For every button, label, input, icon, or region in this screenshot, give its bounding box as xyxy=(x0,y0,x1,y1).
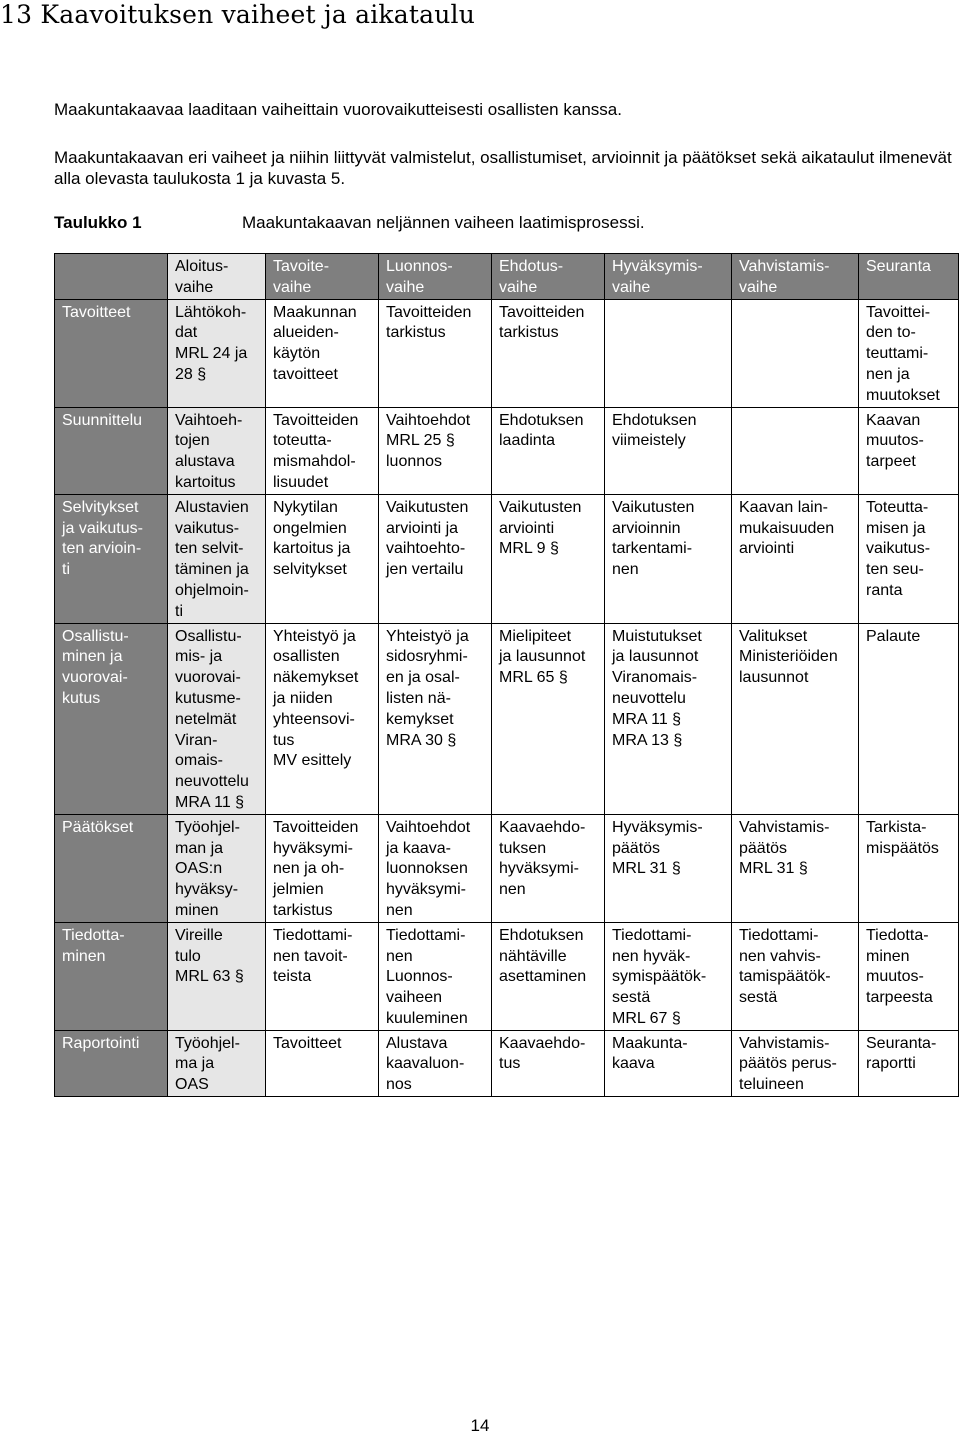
table-cell xyxy=(859,623,959,814)
table-row xyxy=(55,814,959,922)
table-cell-text: Alustavien vaikutus- ten selvit- täminen ja ohjelmoin- ti xyxy=(175,498,249,620)
table-row xyxy=(55,299,959,407)
table-cell-text: Vahvistamis- päätös MRL 31 § xyxy=(739,818,830,878)
table-cell xyxy=(379,494,492,623)
table-cell xyxy=(859,494,959,623)
column-header-label: Tavoite- vaihe xyxy=(273,258,330,296)
table-cell-text: Tiedottami- nen tavoit- teista xyxy=(273,926,353,986)
table-row xyxy=(55,407,959,494)
table-cell xyxy=(859,299,959,407)
intro-paragraph-1: Maakuntakaavaa laaditaan vaiheittain vuorovaikutteisesti osallisten kanssa. xyxy=(54,100,622,119)
column-header-label: Ehdotus- vaihe xyxy=(499,258,564,296)
row-header xyxy=(55,1030,168,1096)
row-header-label: Selvitykset ja vaikutus- ten arvioin- ti xyxy=(62,498,143,579)
column-header xyxy=(859,254,959,300)
table-cell xyxy=(732,299,859,407)
table-cell-text: Tavoitteiden toteutta- mismahdol- lisuudet xyxy=(273,411,359,491)
table-cell xyxy=(168,623,266,814)
table-cell-text: Kaavan lain- mukaisuuden arviointi xyxy=(739,498,835,558)
table-cell-text: Maakunnan alueiden- käytön tavoitteet xyxy=(273,303,357,383)
table-cell-text: Kaavan muutos- tarpeet xyxy=(866,411,924,471)
column-header xyxy=(732,254,859,300)
column-header-label: Seuranta xyxy=(866,258,931,275)
table-cell-text: Vaikutusten arviointi MRL 9 § xyxy=(499,498,582,558)
table-cell-text: Kaavaehdo- tus xyxy=(499,1034,586,1073)
table-cell xyxy=(168,299,266,407)
table-cell xyxy=(605,922,732,1030)
column-header-label: Vahvistamis- vaihe xyxy=(739,258,830,296)
table-cell xyxy=(732,814,859,922)
table-cell xyxy=(266,814,379,922)
table-cell xyxy=(492,922,605,1030)
table-cell-text: Palaute xyxy=(866,627,921,645)
table-cell xyxy=(379,922,492,1030)
table-cell xyxy=(168,407,266,494)
table-row xyxy=(55,623,959,814)
table-cell xyxy=(492,407,605,494)
table-cell-text: Toteutta- misen ja vaikutus- ten seu- ranta xyxy=(866,498,931,599)
table-cell xyxy=(266,494,379,623)
table-cell-text: Hyväksymis- päätös MRL 31 § xyxy=(612,818,703,878)
row-header xyxy=(55,922,168,1030)
row-header xyxy=(55,623,168,814)
table-cell-text: Seuranta- raportti xyxy=(866,1034,937,1073)
table-cell xyxy=(605,407,732,494)
column-header-label: Hyväksymis- vaihe xyxy=(612,258,703,296)
table-cell-text: Muistutukset ja lausunnot Viranomais- neuvottelu MRA 11 § MRA 13 § xyxy=(612,627,702,749)
row-header-label: Tiedotta- minen xyxy=(62,926,125,965)
table-cell-text: Tavoitteiden tarkistus xyxy=(386,303,472,342)
column-header xyxy=(266,254,379,300)
table-caption-text: Maakuntakaavan neljännen vaiheen laatimisprosessi. xyxy=(242,213,645,232)
table-cell-text: Ehdotuksen viimeistely xyxy=(612,411,697,450)
table-cell xyxy=(492,623,605,814)
table-cell-text: Vaikutusten arviointi ja vaihtoehto- jen vertailu xyxy=(386,498,469,579)
row-header-label: Päätökset xyxy=(62,818,134,836)
table-cell xyxy=(605,814,732,922)
table-cell xyxy=(379,814,492,922)
table-cell xyxy=(605,299,732,407)
table-cell-text: Ehdotuksen laadinta xyxy=(499,411,584,450)
table-cell xyxy=(379,623,492,814)
row-header-label: Suunnittelu xyxy=(62,411,143,429)
table-cell xyxy=(266,299,379,407)
table-cell-text: Mielipiteet ja lausunnot MRL 65 § xyxy=(499,627,586,687)
table-cell xyxy=(266,623,379,814)
page-heading: 13 Kaavoituksen vaiheet ja aikataulu xyxy=(0,0,475,29)
table-cell xyxy=(379,1030,492,1096)
table-cell xyxy=(605,1030,732,1096)
row-header xyxy=(55,494,168,623)
table-cell-text: Vaihtoeh- tojen alustava kartoitus xyxy=(175,411,243,491)
row-header xyxy=(55,407,168,494)
row-header-label: Tavoitteet xyxy=(62,303,131,321)
table-cell xyxy=(168,494,266,623)
table-cell-text: Tiedottami- nen hyväk- symispäätök- sestä MRL 67 § xyxy=(612,926,707,1027)
table-cell xyxy=(266,407,379,494)
table-cell-text: Työohjel- ma ja OAS xyxy=(175,1034,240,1094)
column-header xyxy=(379,254,492,300)
table-cell-text: Yhteistyö ja osallisten näkemykset ja niiden yhteensovi- tus MV esittely xyxy=(273,627,359,770)
table-cell xyxy=(732,922,859,1030)
table-row xyxy=(55,1030,959,1096)
table-cell-text: Tiedottami- nen vahvis- tamispäätök- sestä xyxy=(739,926,831,1007)
table-cell-text: Vahvistamis- päätös perus- teluineen xyxy=(739,1034,837,1094)
table-cell xyxy=(168,922,266,1030)
table-cell xyxy=(605,494,732,623)
table-cell xyxy=(168,1030,266,1096)
table-cell-text: Nykytilan ongelmien kartoitus ja selvitykset xyxy=(273,498,351,579)
table-cell xyxy=(379,407,492,494)
column-header-label: Aloitus- vaihe xyxy=(175,258,229,296)
table-cell-text: Valitukset Ministeriöiden lausunnot xyxy=(739,627,838,687)
table-cell xyxy=(732,494,859,623)
table-cell-text: Alustava kaavaluon- nos xyxy=(386,1034,465,1094)
table-cell xyxy=(266,1030,379,1096)
row-header-label: Raportointi xyxy=(62,1034,140,1052)
table-cell xyxy=(732,623,859,814)
table-cell-text: Työohjel- man ja OAS:n hyväksy- minen xyxy=(175,818,240,919)
row-header xyxy=(55,814,168,922)
table-caption-label: Taulukko 1 xyxy=(54,213,142,232)
table-cell-text: Vireille tulo MRL 63 § xyxy=(175,926,244,986)
row-header-label: Osallistu- minen ja vuorovai- kutus xyxy=(62,627,129,707)
table-body xyxy=(55,299,959,1096)
table-cell-text: Tiedotta- minen muutos- tarpeesta xyxy=(866,926,933,1007)
table-cell xyxy=(732,407,859,494)
table-cell-text: Tarkista- mispäätös xyxy=(866,818,939,857)
table-row xyxy=(55,922,959,1030)
table-cell xyxy=(492,1030,605,1096)
phases-table xyxy=(54,253,959,1097)
column-header xyxy=(168,254,266,300)
table-cell-text: Tavoitteet xyxy=(273,1034,342,1052)
table-cell-text: Tavoitteiden hyväksymi- nen ja oh- jelmien tarkistus xyxy=(273,818,359,919)
table-cell-text: Vaihtoehdot ja kaava- luonnoksen hyväksymi- nen xyxy=(386,818,471,919)
table-cell xyxy=(605,623,732,814)
table-cell xyxy=(859,922,959,1030)
table-cell xyxy=(859,407,959,494)
table-cell-text: Maakunta- kaava xyxy=(612,1034,688,1073)
table-cell-text: Yhteistyö ja sidosryhmi- en ja osal- listen nä- kemykset MRA 30 § xyxy=(386,627,469,749)
table-cell xyxy=(859,1030,959,1096)
table-cell-text: Tavoitteiden tarkistus xyxy=(499,303,585,342)
table-cell xyxy=(492,494,605,623)
table-cell-text: Tiedottami- nen Luonnos- vaiheen kuuleminen xyxy=(386,926,468,1027)
page-number: 14 xyxy=(470,1416,490,1435)
table-cell xyxy=(266,922,379,1030)
table-cell-text: Lähtökoh- dat MRL 24 ja 28 § xyxy=(175,303,248,383)
table-cell xyxy=(492,299,605,407)
table-header-row xyxy=(55,254,959,300)
column-header-label: Luonnos- vaihe xyxy=(386,258,453,296)
intro-paragraph-2: Maakuntakaavan eri vaiheet ja niihin liittyvät valmistelut, osallistumiset, arvioinnit ja päätökset sekä aikataulut ilmenevät alla olevasta taulukosta 1 ja kuvasta 5. xyxy=(54,148,952,188)
table-row xyxy=(55,494,959,623)
table-cell xyxy=(379,299,492,407)
row-header xyxy=(55,299,168,407)
table-cell xyxy=(732,1030,859,1096)
table-cell-text: Kaavaehdo- tuksen hyväksymi- nen xyxy=(499,818,586,899)
table-cell-text: Vaikutusten arvioinnin tarkentami- nen xyxy=(612,498,695,579)
table-cell-text: Osallistu- mis- ja vuorovai- kutusme- netelmät Viran- omais- neuvottelu MRA 11 § xyxy=(175,627,249,811)
table-cell-text: Vaihtoehdot MRL 25 § luonnos xyxy=(386,411,471,471)
table-cell xyxy=(168,814,266,922)
table-cell-text: Ehdotuksen nähtäville asettaminen xyxy=(499,926,587,986)
table-cell-text: Tavoittei- den to- teuttami- nen ja muutokset xyxy=(866,303,940,404)
table-cell xyxy=(492,814,605,922)
column-header xyxy=(492,254,605,300)
header-corner-cell xyxy=(55,254,168,300)
table-cell xyxy=(859,814,959,922)
column-header xyxy=(605,254,732,300)
